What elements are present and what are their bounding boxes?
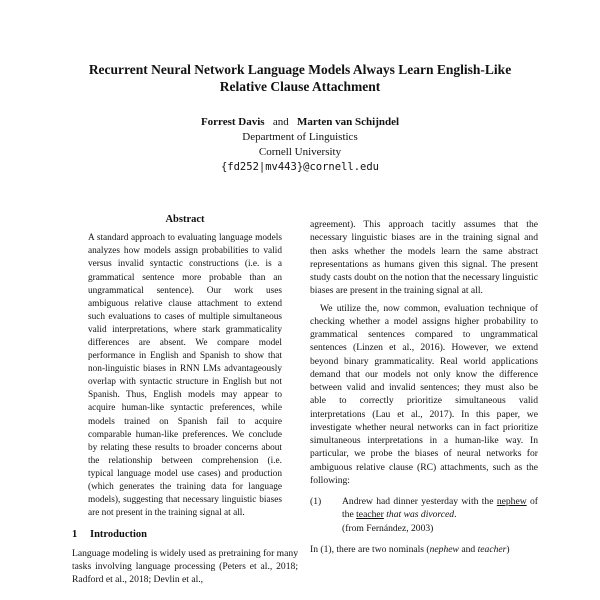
author-and: and [272, 116, 289, 128]
example-text-mid: of the [342, 496, 538, 521]
title-line-2: Relative Clause Attachment [219, 79, 381, 94]
paragraph-3-noun-1: nephew [429, 543, 459, 555]
paragraph-1: agreement). This approach tacitly assumes that the necessary linguistic biases are in the training signal and then asks whether the models learn the same abstract representations as humans given this signal. The present study casts doubt on the notion that the necessary linguistic biases are present in the training signal at all. [310, 219, 538, 297]
paragraph-2: We utilize the, now common, evaluation technique of checking whether a model assigns higher probability to grammatical sentences compared to ungrammatical sentences (Linzen et al., 2016). However, we extend beyond binary grammaticality. Real world applications demand that our models not only know the difference between valid and invalid sentences; they must also be able to correctly prioritize simultaneous valid interpretations (Lau et al., 2017). In this paper, we investigate whether neural networks can in fact prioritize simultaneous interpretations in a human-like way. In particular, we probe the biases of neural networks for ambiguous relative clause (RC) attachments, such as the following: [310, 302, 538, 486]
author-1: Forrest Davis [200, 116, 265, 128]
abstract-heading: Abstract [165, 214, 205, 225]
paragraph-3-text-b: and [458, 543, 478, 555]
example-noun-teacher: teacher [356, 509, 384, 521]
example-number: (1) [310, 496, 322, 507]
author-email: {fd252|mv443}@cornell.edu [220, 161, 380, 173]
example-noun-nephew: nephew [496, 496, 527, 507]
example-1 [310, 495, 538, 535]
example-relative-clause: that was divorced [386, 509, 455, 521]
author-block [100, 115, 500, 175]
section-title: Introduction [90, 529, 147, 541]
title-line-1: Recurrent Neural Network Language Models Always Learn English-Like [88, 62, 512, 77]
left-column [72, 213, 298, 586]
paragraph-3 [310, 543, 538, 556]
paper-title [40, 61, 560, 95]
right-column [310, 218, 538, 556]
example-period: . [454, 509, 457, 521]
section-number: 1 [72, 529, 78, 541]
example-source: (from Fernández, 2003) [342, 522, 434, 534]
author-names [100, 115, 500, 130]
example-sentence [342, 495, 538, 535]
abstract-text: A standard approach to evaluating language models analyzes how models assign probabilities to valid versus invalid syntactic constructions (i.e. is a grammatical sentence more probable than an ungrammatical sentence). Our work uses ambiguous relative clause attachment to extend such evaluations to cases of multiple simultaneous valid interpretations, where stark grammaticality differences are absent. We compare model performance in English and Spanish to show that non-linguistic biases in RNN LMs advantageously overlap with syntactic structure in English but not Spanish. Thus, English models may appear to acquire human-like syntactic preferences, while models trained on Spanish fail to acquire comparable human-like preferences. We conclude by relating these results to broader concerns about the relationship between comprehension (i.e. typical language model use cases) and production (which generates the training data for language models), suggesting that necessary linguistic biases are not present in the training signal at all. [88, 233, 282, 519]
paragraph-3-noun-2: teacher [477, 543, 507, 555]
university: Cornell University [258, 146, 342, 158]
paragraph-3-text-c: ) [506, 543, 510, 555]
section-heading-introduction [72, 528, 298, 541]
department: Department of Linguistics [242, 131, 358, 143]
paragraph-3-text-a: In (1), there are two nominals ( [310, 543, 430, 555]
author-2: Marten van Schijndel [296, 116, 400, 128]
intro-paragraph: Language modeling is widely used as pretraining for many tasks involving language processing (Peters et al., 2018; Radford et al., 2018; Devlin et al., [72, 547, 298, 586]
example-text-start: Andrew had dinner yesterday with the [342, 496, 494, 507]
